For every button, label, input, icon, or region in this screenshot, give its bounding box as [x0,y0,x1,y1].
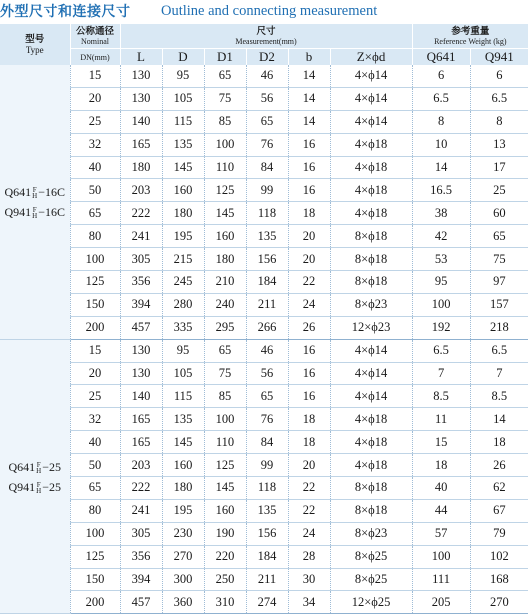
cell-weight-q941: 17 [470,156,528,179]
cell-D2: 184 [246,545,288,568]
cell-D2: 118 [246,477,288,500]
cell-zd: 8×ϕ25 [330,568,412,591]
table-row [0,87,528,110]
cell-weight-q641: 8.5 [412,385,470,408]
cell-b: 16 [288,385,330,408]
cell-D1: 250 [204,568,246,591]
cell-L: 130 [120,339,162,362]
cell-D1: 295 [204,316,246,339]
table-row [0,202,528,225]
cell-L: 165 [120,431,162,454]
cell-D2: 46 [246,65,288,87]
cell-zd: 8×ϕ18 [330,499,412,522]
cell-weight-q941: 168 [470,568,528,591]
cell-dn: 20 [70,362,120,385]
type-model-sub: H [36,466,42,475]
cell-weight-q941: 67 [470,499,528,522]
cell-weight-q641: 16.5 [412,179,470,202]
cell-b: 18 [288,431,330,454]
title-bar [0,0,528,22]
cell-L: 130 [120,87,162,110]
cell-dn: 25 [70,110,120,133]
cell-b: 18 [288,408,330,431]
table-row [0,477,528,500]
cell-weight-q641: 8 [412,110,470,133]
type-model-sup: F [32,186,37,195]
cell-D2: 84 [246,156,288,179]
cell-dn: 40 [70,431,120,454]
header-col-q941: Q941 [470,49,528,66]
cell-weight-q941: 62 [470,477,528,500]
cell-zd: 4×ϕ18 [330,454,412,477]
type-model-material-code [32,207,37,219]
cell-weight-q941: 13 [470,133,528,156]
header-size-en: Measurement(mm) [235,37,297,46]
cell-D: 195 [162,499,204,522]
cell-dn: 150 [70,568,120,591]
cell-weight-q941: 8 [470,110,528,133]
type-model-prefix: Q941 [8,479,36,494]
cell-L: 203 [120,454,162,477]
cell-weight-q641: 6.5 [412,339,470,362]
cell-D1: 160 [204,225,246,248]
cell-zd: 8×ϕ18 [330,248,412,271]
cell-weight-q941: 102 [470,545,528,568]
cell-L: 180 [120,156,162,179]
cell-zd: 8×ϕ25 [330,545,412,568]
type-model-sup: F [36,460,41,469]
table-row [0,408,528,431]
cell-b: 16 [288,362,330,385]
header-dn-cn: 公称通径 [75,26,114,37]
cell-D1: 110 [204,156,246,179]
cell-L: 165 [120,408,162,431]
cell-D1: 125 [204,179,246,202]
cell-b: 30 [288,568,330,591]
cell-L: 222 [120,477,162,500]
table-row [0,362,528,385]
cell-weight-q641: 7 [412,362,470,385]
cell-D: 105 [162,362,204,385]
cell-D2: 156 [246,248,288,271]
cell-weight-q941: 75 [470,248,528,271]
cell-L: 457 [120,316,162,339]
cell-D1: 310 [204,591,246,614]
type-model-suffix: −16C [38,184,65,199]
cell-D: 195 [162,225,204,248]
type-model-cell [0,339,70,614]
type-model-material-code [36,482,41,494]
cell-dn: 25 [70,385,120,408]
cell-b: 24 [288,293,330,316]
cell-weight-q941: 6 [470,65,528,87]
header-type [0,24,70,65]
table-row [0,156,528,179]
cell-zd: 8×ϕ18 [330,271,412,294]
cell-b: 18 [288,202,330,225]
table-row [0,339,528,362]
type-model-line [0,457,70,477]
cell-zd: 4×ϕ18 [330,408,412,431]
cell-D1: 75 [204,362,246,385]
header-col-zd: Z×ϕd [330,49,412,66]
type-model-line [0,202,70,222]
table-row [0,591,528,614]
cell-b: 16 [288,179,330,202]
table-row [0,499,528,522]
cell-D2: 84 [246,431,288,454]
cell-D: 215 [162,248,204,271]
cell-weight-q941: 6.5 [470,339,528,362]
cell-b: 16 [288,133,330,156]
cell-D: 145 [162,431,204,454]
cell-D: 105 [162,87,204,110]
cell-weight-q941: 97 [470,271,528,294]
cell-L: 130 [120,362,162,385]
cell-zd: 4×ϕ18 [330,431,412,454]
cell-L: 140 [120,110,162,133]
cell-D2: 56 [246,87,288,110]
cell-D2: 65 [246,385,288,408]
cell-D2: 211 [246,293,288,316]
type-model-sub: H [36,486,42,495]
cell-D: 300 [162,568,204,591]
cell-D1: 145 [204,477,246,500]
table-row [0,522,528,545]
header-col-q641: Q641 [412,49,470,66]
cell-D1: 75 [204,87,246,110]
cell-weight-q641: 42 [412,225,470,248]
cell-D: 115 [162,385,204,408]
cell-b: 16 [288,156,330,179]
cell-weight-q941: 7 [470,362,528,385]
cell-D2: 135 [246,499,288,522]
cell-L: 457 [120,591,162,614]
cell-D2: 156 [246,522,288,545]
cell-zd: 4×ϕ14 [330,87,412,110]
cell-dn: 32 [70,408,120,431]
cell-zd: 12×ϕ25 [330,591,412,614]
cell-D: 180 [162,202,204,225]
cell-D1: 85 [204,110,246,133]
cell-b: 28 [288,545,330,568]
cell-dn: 125 [70,545,120,568]
table-row [0,568,528,591]
cell-D1: 145 [204,202,246,225]
cell-D: 180 [162,477,204,500]
cell-weight-q641: 18 [412,454,470,477]
cell-D2: 118 [246,202,288,225]
cell-zd: 8×ϕ18 [330,225,412,248]
cell-zd: 8×ϕ23 [330,522,412,545]
cell-b: 14 [288,87,330,110]
cell-dn: 125 [70,271,120,294]
cell-b: 22 [288,271,330,294]
table-row [0,293,528,316]
cell-zd: 4×ϕ14 [330,362,412,385]
table-row [0,65,528,87]
cell-D: 115 [162,110,204,133]
table-row [0,454,528,477]
cell-weight-q641: 192 [412,316,470,339]
cell-zd: 4×ϕ14 [330,65,412,87]
cell-zd: 4×ϕ14 [330,110,412,133]
cell-zd: 4×ϕ18 [330,156,412,179]
header-weight-cn: 参考重量 [451,26,490,37]
cell-D2: 76 [246,133,288,156]
header-dn-en1: Nominal [81,37,109,46]
type-model-suffix: −25 [42,479,61,494]
header-weight-en: Reference Weight (kg) [434,37,507,46]
cell-weight-q941: 26 [470,454,528,477]
header-col-D1: D1 [204,49,246,66]
header-weight [412,24,528,49]
cell-D: 360 [162,591,204,614]
cell-L: 203 [120,179,162,202]
cell-D: 145 [162,156,204,179]
cell-weight-q641: 100 [412,545,470,568]
dimension-table [0,24,528,614]
type-model-material-code [36,462,41,474]
cell-D2: 99 [246,454,288,477]
title-english: Outline and connecting measurement [161,3,378,19]
cell-D: 95 [162,339,204,362]
cell-dn: 40 [70,156,120,179]
cell-zd: 4×ϕ18 [330,202,412,225]
type-model-prefix: Q941 [4,204,32,219]
cell-D1: 85 [204,385,246,408]
table-row [0,545,528,568]
type-model-suffix: −16C [38,204,65,219]
cell-b: 34 [288,591,330,614]
header-dn-en2: DN(mm) [80,52,110,62]
header-type-cn: 型号 [25,33,45,45]
cell-dn: 50 [70,179,120,202]
cell-weight-q641: 57 [412,522,470,545]
cell-weight-q941: 270 [470,591,528,614]
cell-weight-q941: 25 [470,179,528,202]
header-type-en: Type [25,44,44,55]
type-model-prefix: Q641 [8,459,36,474]
cell-weight-q641: 111 [412,568,470,591]
cell-L: 356 [120,545,162,568]
cell-D2: 274 [246,591,288,614]
cell-zd: 8×ϕ23 [330,293,412,316]
cell-dn: 100 [70,248,120,271]
cell-b: 24 [288,522,330,545]
cell-L: 305 [120,522,162,545]
cell-L: 305 [120,248,162,271]
cell-weight-q941: 218 [470,316,528,339]
cell-b: 14 [288,65,330,87]
cell-weight-q941: 79 [470,522,528,545]
type-model-cell [0,65,70,339]
cell-D1: 190 [204,522,246,545]
cell-D1: 65 [204,65,246,87]
cell-weight-q641: 205 [412,591,470,614]
cell-zd: 4×ϕ18 [330,133,412,156]
cell-D2: 46 [246,339,288,362]
cell-D: 230 [162,522,204,545]
cell-zd: 4×ϕ14 [330,339,412,362]
cell-b: 20 [288,454,330,477]
cell-b: 14 [288,110,330,133]
cell-L: 130 [120,65,162,87]
table-row [0,431,528,454]
cell-D1: 240 [204,293,246,316]
cell-D1: 180 [204,248,246,271]
cell-weight-q941: 60 [470,202,528,225]
cell-L: 394 [120,568,162,591]
header-dn [70,24,120,49]
cell-dn: 80 [70,499,120,522]
cell-D1: 210 [204,271,246,294]
cell-weight-q641: 10 [412,133,470,156]
cell-dn: 50 [70,454,120,477]
table-row [0,110,528,133]
cell-weight-q941: 65 [470,225,528,248]
cell-weight-q641: 6 [412,65,470,87]
cell-D1: 110 [204,431,246,454]
cell-D: 280 [162,293,204,316]
cell-D2: 184 [246,271,288,294]
table-row [0,133,528,156]
cell-dn: 15 [70,65,120,87]
title-chinese: 外型尺寸和连接尺寸 [0,4,131,20]
header-col-L: L [120,49,162,66]
cell-D2: 65 [246,110,288,133]
type-model-sub: H [32,192,38,201]
cell-D2: 76 [246,408,288,431]
cell-D2: 56 [246,362,288,385]
cell-zd: 4×ϕ18 [330,179,412,202]
cell-D: 135 [162,133,204,156]
cell-weight-q641: 38 [412,202,470,225]
cell-weight-q641: 95 [412,271,470,294]
cell-L: 394 [120,293,162,316]
type-model-sub: H [32,212,38,221]
cell-dn: 80 [70,225,120,248]
cell-weight-q941: 6.5 [470,87,528,110]
cell-L: 241 [120,499,162,522]
cell-D1: 100 [204,408,246,431]
cell-dn: 200 [70,591,120,614]
cell-L: 165 [120,133,162,156]
header-measurement [120,24,412,49]
table-row [0,316,528,339]
cell-D: 245 [162,271,204,294]
cell-b: 20 [288,248,330,271]
cell-L: 356 [120,271,162,294]
cell-D: 335 [162,316,204,339]
table-row [0,225,528,248]
cell-D1: 65 [204,339,246,362]
cell-L: 140 [120,385,162,408]
cell-zd: 12×ϕ23 [330,316,412,339]
type-model-line [0,182,70,202]
type-model-suffix: −25 [42,459,61,474]
cell-zd: 4×ϕ14 [330,385,412,408]
cell-dn: 32 [70,133,120,156]
cell-D2: 266 [246,316,288,339]
cell-D1: 220 [204,545,246,568]
type-model-sup: F [32,206,37,215]
cell-weight-q941: 157 [470,293,528,316]
cell-D2: 211 [246,568,288,591]
cell-D2: 135 [246,225,288,248]
cell-D1: 100 [204,133,246,156]
cell-dn: 200 [70,316,120,339]
cell-weight-q641: 100 [412,293,470,316]
cell-b: 22 [288,499,330,522]
cell-b: 26 [288,316,330,339]
cell-b: 20 [288,225,330,248]
cell-b: 16 [288,339,330,362]
type-model-material-code [32,187,37,199]
cell-D: 160 [162,454,204,477]
table-row [0,248,528,271]
cell-dn: 20 [70,87,120,110]
cell-b: 22 [288,477,330,500]
cell-weight-q941: 8.5 [470,385,528,408]
cell-weight-q641: 40 [412,477,470,500]
cell-D: 135 [162,408,204,431]
cell-weight-q641: 6.5 [412,87,470,110]
header-size-cn: 尺寸 [256,26,276,37]
table-row [0,179,528,202]
cell-zd: 8×ϕ18 [330,477,412,500]
cell-D1: 160 [204,499,246,522]
cell-dn: 65 [70,202,120,225]
cell-D: 95 [162,65,204,87]
cell-D: 160 [162,179,204,202]
cell-L: 241 [120,225,162,248]
cell-weight-q641: 44 [412,499,470,522]
cell-D2: 99 [246,179,288,202]
cell-D: 270 [162,545,204,568]
cell-weight-q941: 14 [470,408,528,431]
cell-dn: 15 [70,339,120,362]
cell-dn: 65 [70,477,120,500]
table-row [0,271,528,294]
cell-weight-q941: 18 [470,431,528,454]
type-model-line [0,477,70,497]
table-row [0,385,528,408]
header-dn-unit [70,49,120,66]
header-col-D: D [162,49,204,66]
header-col-b: b [288,49,330,66]
cell-dn: 100 [70,522,120,545]
cell-weight-q641: 14 [412,156,470,179]
cell-L: 222 [120,202,162,225]
cell-weight-q641: 15 [412,431,470,454]
cell-dn: 150 [70,293,120,316]
cell-weight-q641: 53 [412,248,470,271]
type-model-prefix: Q641 [4,184,32,199]
header-col-D2: D2 [246,49,288,66]
cell-D1: 125 [204,454,246,477]
type-model-sup: F [36,480,41,489]
cell-weight-q641: 11 [412,408,470,431]
